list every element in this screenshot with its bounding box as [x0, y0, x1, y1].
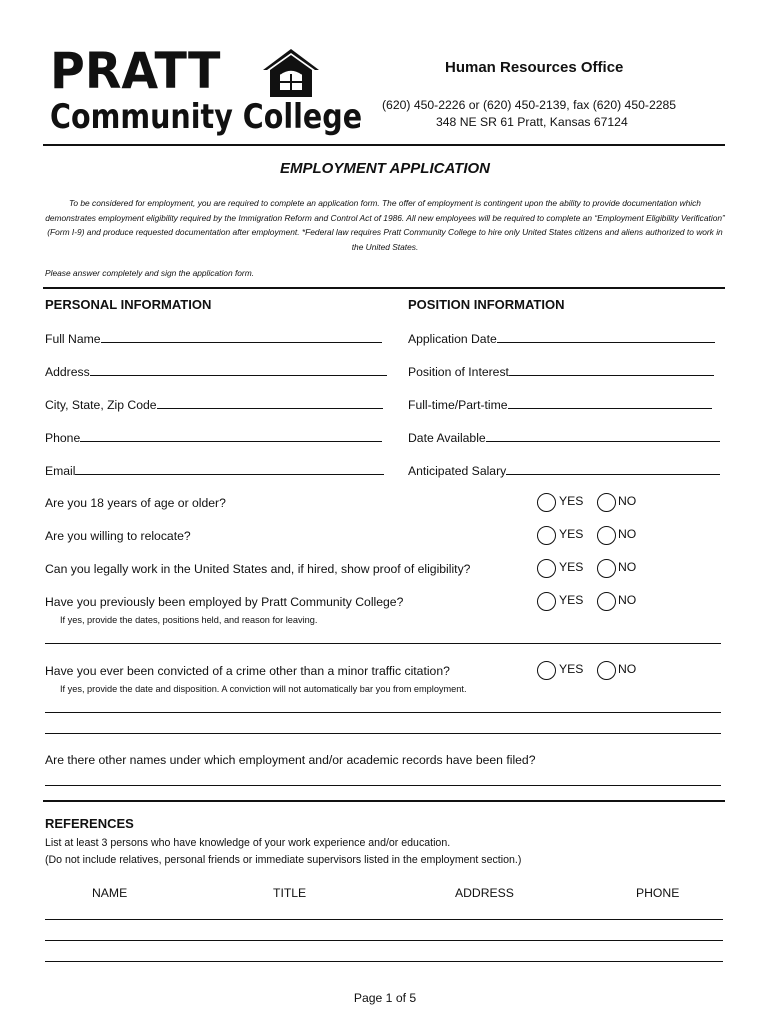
- schoolhouse-icon: [262, 48, 320, 98]
- logo-wordmark-community-college: Community College: [50, 97, 363, 137]
- date-available-input-line[interactable]: [486, 430, 720, 442]
- references-exclusions: (Do not include relatives, personal friends or immediate supervisors listed in the employment section.): [45, 854, 522, 866]
- radio-circle-icon[interactable]: [597, 661, 616, 680]
- date-available-field[interactable]: [408, 430, 720, 445]
- radio-circle-icon[interactable]: [597, 592, 616, 611]
- phone-field[interactable]: [45, 430, 382, 445]
- no-label: NO: [618, 560, 637, 574]
- instructions-text: Please answer completely and sign the application form.: [45, 268, 255, 278]
- application-date-field[interactable]: [408, 331, 715, 346]
- references-column-title: TITLE: [273, 886, 307, 900]
- header-divider: [43, 144, 725, 146]
- address-input-line[interactable]: [90, 364, 387, 376]
- question-age: Are you 18 years of age or older?: [45, 496, 226, 510]
- field-label: Full-time/Part-time: [408, 398, 508, 412]
- form-title: EMPLOYMENT APPLICATION: [280, 160, 490, 177]
- radio-circle-icon[interactable]: [597, 493, 616, 512]
- no-label: NO: [618, 527, 637, 541]
- personal-info-heading: PERSONAL INFORMATION: [45, 297, 212, 312]
- yes-label: YES: [559, 560, 584, 574]
- no-label: NO: [618, 494, 637, 508]
- city-state-zip-field[interactable]: [45, 397, 383, 412]
- radio-circle-icon[interactable]: [537, 661, 556, 680]
- question-relocate: Are you willing to relocate?: [45, 529, 191, 543]
- previous-employment-note: If yes, provide the dates, positions held, and reason for leaving.: [60, 615, 318, 625]
- field-label: Anticipated Salary: [408, 464, 507, 478]
- section-divider: [43, 287, 725, 289]
- yes-label: YES: [559, 593, 584, 607]
- field-label: Position of Interest: [408, 365, 509, 379]
- field-label: Email: [45, 464, 76, 478]
- position-of-interest-field[interactable]: [408, 364, 714, 379]
- reference-entry-line[interactable]: [45, 919, 723, 920]
- anticipated-salary-input-line[interactable]: [506, 463, 720, 475]
- conviction-answer-line[interactable]: [45, 733, 721, 734]
- phone-input-line[interactable]: [80, 430, 382, 442]
- radio-circle-icon[interactable]: [537, 559, 556, 578]
- references-heading: REFERENCES: [45, 816, 134, 831]
- references-instructions: List at least 3 persons who have knowledge of your work experience and/or education.: [45, 837, 451, 849]
- radio-circle-icon[interactable]: [537, 526, 556, 545]
- position-info-heading: POSITION INFORMATION: [408, 297, 565, 312]
- other-names-answer-line[interactable]: [45, 785, 721, 786]
- question-other-names: Are there other names under which employment and/or academic records have been filed?: [45, 753, 536, 767]
- yes-label: YES: [559, 494, 584, 508]
- section-divider: [43, 800, 725, 802]
- radio-circle-icon[interactable]: [597, 559, 616, 578]
- field-label: Full Name: [45, 332, 101, 346]
- previous-employment-answer-line[interactable]: [45, 643, 721, 644]
- page-number: Page 1 of 5: [353, 991, 417, 1005]
- no-label: NO: [618, 662, 637, 676]
- conviction-answer-line[interactable]: [45, 712, 721, 713]
- yes-label: YES: [559, 662, 584, 676]
- references-column-address: ADDRESS: [455, 886, 514, 900]
- reference-entry-line[interactable]: [45, 961, 723, 962]
- office-phone: (620) 450-2226 or (620) 450-2139, fax (620) 450-2285: [382, 98, 677, 112]
- email-field[interactable]: [45, 463, 384, 478]
- full-name-input-line[interactable]: [101, 331, 382, 343]
- references-column-phone: PHONE: [636, 886, 680, 900]
- employment-type-field[interactable]: [408, 397, 712, 412]
- position-of-interest-input-line[interactable]: [509, 364, 714, 376]
- field-label: Phone: [45, 431, 81, 445]
- full-name-field[interactable]: [45, 331, 382, 346]
- question-previous-employment: Have you previously been employed by Pratt Community College?: [45, 595, 404, 609]
- intro-paragraph: To be considered for employment, you are required to complete an application form. The offer of employment is contingent upon the ability to provide documentation which demonstrates employment eligibility required by the Immigration Reform and Control Act of 1986. All new employees will be required to complete an “Employment Eligibility Verification” (Form I-9) and produce requested documentation after employment. *Federal law requires Pratt Community College to hire only United States citizens and aliens authorized to work in the United States.: [45, 198, 725, 252]
- anticipated-salary-field[interactable]: [408, 463, 720, 478]
- conviction-note: If yes, provide the date and disposition. A conviction will not automatically bar you from employment.: [60, 684, 467, 694]
- office-address: 348 NE SR 61 Pratt, Kansas 67124: [436, 115, 628, 129]
- address-field[interactable]: [45, 364, 387, 379]
- radio-circle-icon[interactable]: [597, 526, 616, 545]
- field-label: Date Available: [408, 431, 486, 445]
- radio-circle-icon[interactable]: [537, 493, 556, 512]
- employment-type-input-line[interactable]: [508, 397, 712, 409]
- field-label: City, State, Zip Code: [45, 398, 157, 412]
- references-column-name: NAME: [92, 886, 128, 900]
- office-title: Human Resources Office: [445, 59, 624, 76]
- yes-label: YES: [559, 527, 584, 541]
- email-input-line[interactable]: [75, 463, 384, 475]
- application-date-input-line[interactable]: [497, 331, 715, 343]
- college-logo: [50, 42, 363, 141]
- question-criminal-conviction: Have you ever been convicted of a crime other than a minor traffic citation?: [45, 664, 450, 678]
- reference-entry-line[interactable]: [45, 940, 723, 941]
- field-label: Address: [45, 365, 90, 379]
- radio-circle-icon[interactable]: [537, 592, 556, 611]
- no-label: NO: [618, 593, 637, 607]
- logo-wordmark-pratt: PRATT: [50, 42, 221, 100]
- question-work-eligibility: Can you legally work in the United States and, if hired, show proof of eligibility?: [45, 562, 471, 576]
- field-label: Application Date: [408, 332, 497, 346]
- city-state-zip-input-line[interactable]: [157, 397, 383, 409]
